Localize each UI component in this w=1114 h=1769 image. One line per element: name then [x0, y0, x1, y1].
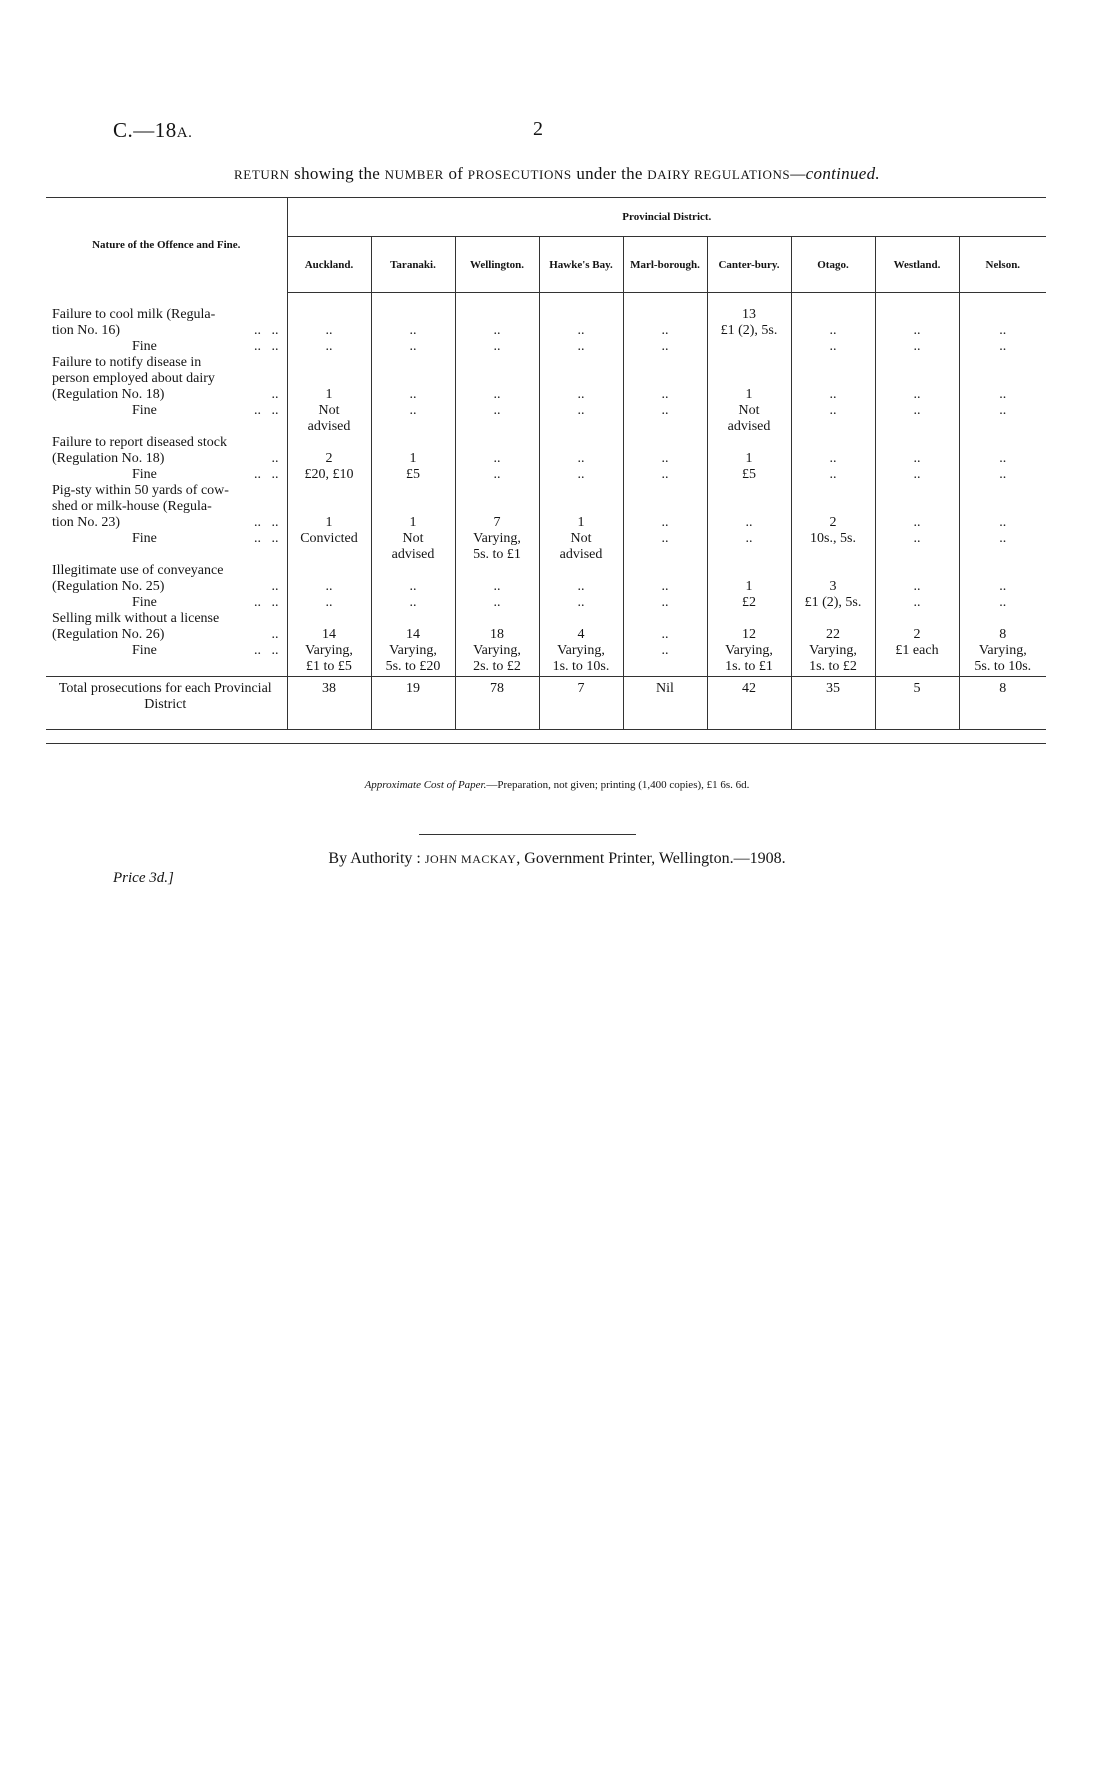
table-cell: ..	[829, 467, 837, 482]
table-cell: ..	[577, 403, 585, 418]
table-cell: ..	[661, 467, 669, 482]
table-cell: ..	[913, 515, 921, 530]
table-cell: 1	[325, 515, 333, 530]
table-cell	[541, 419, 622, 435]
total-cell: 19	[371, 677, 455, 730]
table-cell	[709, 371, 790, 387]
table-cell: Varying,	[305, 643, 353, 658]
table-cell: £5	[406, 467, 420, 482]
district-header: Nelson.	[959, 237, 1046, 293]
offence-line	[52, 643, 279, 659]
table-cell	[373, 307, 454, 323]
total-cell: 35	[791, 677, 875, 730]
table-cell: 1s. to £2	[809, 659, 857, 674]
table-cell: £1 (2), 5s.	[720, 323, 778, 338]
printer-authority: By Authority : JOHN MACKAY, Government Printer, Wellington.—1908.	[328, 850, 786, 867]
table-cell	[457, 499, 538, 515]
district-column	[371, 293, 455, 677]
table-cell: ..	[999, 451, 1007, 466]
table-cell: 4	[577, 627, 585, 642]
table-cell	[457, 419, 538, 435]
table-cell	[961, 307, 1046, 323]
table-cell: ..	[829, 339, 837, 354]
table-cell	[877, 563, 958, 579]
table-cell: 14	[406, 627, 420, 642]
table-cell: ..	[661, 643, 669, 658]
table-cell	[289, 435, 370, 451]
offence-line	[52, 531, 279, 547]
offence-line	[52, 579, 279, 595]
district-header: Hawke's Bay.	[539, 237, 623, 293]
leader-dots: .. ..	[254, 338, 279, 354]
table-cell	[457, 483, 538, 499]
table-cell	[877, 611, 958, 627]
table-cell: Varying,	[725, 643, 773, 658]
offence-line	[52, 515, 279, 531]
table-cell: £1 to £5	[306, 659, 352, 674]
table-cell	[457, 307, 538, 323]
offence-line: Pig-sty within 50 yards of cow-	[52, 482, 229, 498]
table-cell	[289, 371, 370, 387]
district-header: Otago.	[791, 237, 875, 293]
table-cell: ..	[913, 339, 921, 354]
table-cell: 1	[577, 515, 585, 530]
table-cell: ..	[999, 515, 1007, 530]
total-label: Total prosecutions for each Provincial District	[46, 677, 287, 730]
table-cell	[625, 659, 706, 675]
table-cell	[541, 307, 622, 323]
table-cell: ..	[661, 579, 669, 594]
district-header: Taranaki.	[371, 237, 455, 293]
table-cell	[289, 611, 370, 627]
table-cell: ..	[409, 595, 417, 610]
offence-line	[52, 323, 279, 339]
table-cell	[373, 419, 454, 435]
table-cell: Varying,	[978, 643, 1027, 658]
offence-label-text: Fine	[132, 642, 157, 658]
table-cell	[961, 499, 1046, 515]
provincial-district-header: Provincial District.	[287, 198, 1046, 237]
table-cell: 5s. to £1	[473, 547, 521, 562]
table-cell: ..	[913, 531, 921, 546]
table-cell: Varying,	[473, 531, 521, 546]
table-cell: Not	[570, 531, 592, 546]
table-cell: 14	[322, 627, 336, 642]
table-cell: 7	[493, 515, 501, 530]
table-cell	[877, 355, 958, 371]
table-cell	[793, 419, 874, 435]
table-cell: £1 each	[895, 643, 939, 658]
table-cell	[541, 611, 622, 627]
table-cell	[793, 547, 874, 563]
table-cell: ..	[577, 579, 585, 594]
table-cell	[625, 483, 706, 499]
table-cell: 2	[829, 515, 837, 530]
table-cell: advised	[727, 419, 771, 434]
offence-label-text: Fine	[132, 402, 157, 418]
leader-dots: .. ..	[254, 530, 279, 546]
table-cell	[961, 419, 1046, 435]
table-cell: 5s. to 10s.	[974, 659, 1032, 674]
table-cell: £20, £10	[304, 467, 354, 482]
table-cell: ..	[493, 451, 501, 466]
district-column	[539, 293, 623, 677]
table-cell	[373, 483, 454, 499]
table-cell: ..	[661, 403, 669, 418]
table-cell	[877, 659, 958, 675]
district-header: Westland.	[875, 237, 959, 293]
table-cell: ..	[999, 579, 1007, 594]
table-cell	[373, 435, 454, 451]
offence-label-text: tion No. 23)	[52, 514, 121, 530]
leader-dots: ..	[271, 450, 279, 466]
table-cell: 3	[829, 579, 837, 594]
table-cell: ..	[577, 339, 585, 354]
table-cell: Not	[738, 403, 760, 418]
district-column	[623, 293, 707, 677]
total-cell: 7	[539, 677, 623, 730]
table-cell: ..	[999, 595, 1007, 610]
table-cell: 8	[999, 627, 1007, 642]
offence-line: shed or milk-house (Regula-	[52, 498, 212, 514]
table-cell: £1 (2), 5s.	[804, 595, 862, 610]
table-cell	[625, 307, 706, 323]
table-cell: ..	[661, 339, 669, 354]
table-cell	[541, 371, 622, 387]
table-cell: ..	[913, 467, 921, 482]
leader-dots: .. ..	[254, 466, 279, 482]
table-cell: ..	[577, 323, 585, 338]
offence-line	[52, 339, 279, 355]
table-cell: Varying,	[389, 643, 437, 658]
table-cell	[709, 499, 790, 515]
table-cell: 1s. to 10s.	[552, 659, 610, 674]
page-number: 2	[533, 118, 543, 140]
table-cell: ..	[661, 515, 669, 530]
table-cell	[961, 563, 1046, 579]
table-cell: ..	[325, 595, 333, 610]
table-cell: ..	[913, 579, 921, 594]
district-column	[455, 293, 539, 677]
offence-line	[52, 387, 279, 403]
table-cell: 13	[742, 307, 756, 322]
table-cell	[457, 371, 538, 387]
offence-line: person employed about dairy	[52, 370, 215, 386]
offence-label-text: Fine	[132, 338, 157, 354]
table-bottom-rule	[46, 743, 1046, 744]
table-cell: Varying,	[809, 643, 857, 658]
total-cell: 78	[455, 677, 539, 730]
prosecutions-table	[46, 197, 1046, 730]
table-cell	[289, 563, 370, 579]
table-cell: 1	[745, 387, 753, 402]
table-cell: ..	[493, 595, 501, 610]
leader-dots: .. ..	[254, 514, 279, 530]
total-cell: 8	[959, 677, 1046, 730]
district-header: Wellington.	[455, 237, 539, 293]
table-cell	[877, 435, 958, 451]
table-cell: 22	[826, 627, 840, 642]
district-column	[287, 293, 371, 677]
offence-label-text: (Regulation No. 26)	[52, 626, 165, 642]
table-cell	[793, 483, 874, 499]
table-cell: ..	[325, 323, 333, 338]
table-cell	[793, 355, 874, 371]
price: Price 3d.]	[113, 870, 174, 886]
table-cell: 10s., 5s.	[810, 531, 856, 546]
table-cell: 2s. to £2	[473, 659, 521, 674]
table-cell: ..	[409, 323, 417, 338]
offence-line: Failure to cool milk (Regula-	[52, 306, 216, 322]
table-cell: ..	[661, 451, 669, 466]
table-cell	[373, 563, 454, 579]
table-cell: ..	[661, 531, 669, 546]
table-cell	[877, 307, 958, 323]
table-cell: ..	[325, 579, 333, 594]
table-cell	[541, 483, 622, 499]
offence-label-text: (Regulation No. 25)	[52, 578, 165, 594]
leader-dots: .. ..	[254, 642, 279, 658]
table-cell: ..	[493, 339, 501, 354]
table-cell: Not	[402, 531, 424, 546]
table-cell: 1	[745, 579, 753, 594]
table-cell	[289, 307, 370, 323]
table-cell	[625, 499, 706, 515]
table-cell	[625, 435, 706, 451]
table-cell: ..	[913, 323, 921, 338]
offence-label-text: (Regulation No. 18)	[52, 386, 165, 402]
table-cell	[625, 371, 706, 387]
leader-dots: ..	[271, 626, 279, 642]
table-cell: ..	[409, 403, 417, 418]
table-cell	[961, 611, 1046, 627]
table-cell: ..	[577, 595, 585, 610]
table-cell	[793, 499, 874, 515]
offence-line	[52, 403, 279, 419]
table-cell	[373, 371, 454, 387]
table-cell: advised	[307, 419, 351, 434]
table-cell: ..	[913, 595, 921, 610]
table-cell	[457, 435, 538, 451]
table-cell: ..	[493, 323, 501, 338]
table-cell: 18	[490, 627, 504, 642]
table-cell	[373, 499, 454, 515]
table-cell	[877, 547, 958, 563]
page-title: RETURN showing the NUMBER of PROSECUTIONS under the DAIRY REGULATIONS—continued.	[234, 164, 880, 183]
table-cell	[709, 547, 790, 563]
table-cell: ..	[999, 339, 1007, 354]
offence-labels	[46, 293, 287, 677]
offence-line: Failure to report diseased stock	[52, 434, 227, 450]
district-column	[791, 293, 875, 677]
total-cell: 42	[707, 677, 791, 730]
table-cell	[793, 563, 874, 579]
table-cell: Varying,	[557, 643, 605, 658]
table-cell	[793, 371, 874, 387]
totals-row	[46, 677, 1046, 730]
leader-dots: ..	[271, 386, 279, 402]
table-cell	[877, 483, 958, 499]
table-cell: ..	[999, 467, 1007, 482]
table-cell: ..	[409, 579, 417, 594]
table-cell: ..	[829, 451, 837, 466]
table-cell: ..	[913, 451, 921, 466]
table-cell	[961, 371, 1046, 387]
table-cell	[961, 547, 1046, 563]
district-column	[959, 293, 1046, 677]
table-cell	[625, 563, 706, 579]
offence-line: Selling milk without a license	[52, 610, 220, 626]
offence-line: Illegitimate use of conveyance	[52, 562, 224, 578]
table-cell	[709, 355, 790, 371]
total-cell: 5	[875, 677, 959, 730]
leader-dots: .. ..	[254, 322, 279, 338]
district-header: Auckland.	[287, 237, 371, 293]
table-cell: 1	[325, 387, 333, 402]
table-cell	[373, 611, 454, 627]
district-header: Marl-borough.	[623, 237, 707, 293]
table-cell	[709, 339, 790, 355]
offence-label-text: Fine	[132, 466, 157, 482]
table-cell	[877, 499, 958, 515]
table-cell	[961, 483, 1046, 499]
table-cell: ..	[493, 387, 501, 402]
table-cell: 12	[742, 627, 756, 642]
offence-line	[52, 627, 279, 643]
table-cell: 2	[325, 451, 333, 466]
table-cell: 1s. to £1	[725, 659, 773, 674]
table-cell	[541, 435, 622, 451]
table-cell: ..	[661, 387, 669, 402]
table-cell: ..	[577, 387, 585, 402]
table-cell	[793, 611, 874, 627]
table-cell: ..	[829, 323, 837, 338]
table-cell	[709, 611, 790, 627]
divider	[419, 834, 636, 835]
table-cell: ..	[577, 451, 585, 466]
table-cell: ..	[829, 403, 837, 418]
table-cell: £5	[742, 467, 756, 482]
table-cell: 2	[913, 627, 921, 642]
table-cell	[709, 483, 790, 499]
table-cell: ..	[913, 403, 921, 418]
table-cell	[877, 371, 958, 387]
title-return: RETURN	[234, 167, 290, 182]
table-cell	[289, 355, 370, 371]
table-cell: 1	[409, 451, 417, 466]
table-cell: ..	[999, 323, 1007, 338]
table-cell	[457, 611, 538, 627]
table-cell: ..	[409, 387, 417, 402]
table-cell: ..	[745, 531, 753, 546]
table-cell: ..	[999, 403, 1007, 418]
table-cell: ..	[325, 339, 333, 354]
table-cell: ..	[493, 467, 501, 482]
table-cell: ..	[661, 323, 669, 338]
table-cell	[541, 499, 622, 515]
table-cell	[709, 435, 790, 451]
table-cell: 5s. to £20	[385, 659, 441, 674]
table-cell	[541, 355, 622, 371]
offence-line	[52, 451, 279, 467]
table-cell	[793, 307, 874, 323]
table-cell: ..	[999, 531, 1007, 546]
offence-line	[52, 595, 279, 611]
offence-line: Failure to notify disease in	[52, 354, 202, 370]
table-cell	[625, 355, 706, 371]
table-cell	[289, 499, 370, 515]
leader-dots: .. ..	[254, 402, 279, 418]
table-cell	[961, 355, 1046, 371]
offence-label-text: tion No. 16)	[52, 322, 121, 338]
table-cell: 1	[409, 515, 417, 530]
table-cell: ..	[493, 403, 501, 418]
table-cell: ..	[745, 515, 753, 530]
table-cell	[457, 355, 538, 371]
offence-label-text: Fine	[132, 594, 157, 610]
table-cell	[877, 419, 958, 435]
table-cell: ..	[661, 627, 669, 642]
leader-dots: ..	[271, 578, 279, 594]
table-cell: Convicted	[300, 531, 358, 546]
offence-line	[52, 419, 279, 435]
district-column	[707, 293, 791, 677]
table-cell: ..	[999, 387, 1007, 402]
total-cell: Nil	[623, 677, 707, 730]
table-cell	[457, 563, 538, 579]
table-cell: Varying,	[473, 643, 521, 658]
table-cell	[289, 483, 370, 499]
table-cell	[625, 419, 706, 435]
table-cell: advised	[391, 547, 435, 562]
table-cell	[709, 563, 790, 579]
table-cell: ..	[493, 579, 501, 594]
table-cell	[961, 435, 1046, 451]
table-cell: ..	[577, 467, 585, 482]
offence-label-text: Fine	[132, 530, 157, 546]
district-column	[875, 293, 959, 677]
table-cell	[625, 611, 706, 627]
table-cell: ..	[829, 387, 837, 402]
table-cell: Not	[318, 403, 340, 418]
table-cell: ..	[661, 595, 669, 610]
total-cell: 38	[287, 677, 371, 730]
table-cell: ..	[409, 339, 417, 354]
table-cell: ..	[913, 387, 921, 402]
district-header: Canter-bury.	[707, 237, 791, 293]
table-cell	[793, 435, 874, 451]
table-cell	[289, 547, 370, 563]
table-cell: 1	[745, 451, 753, 466]
offences-row	[46, 293, 1046, 677]
table-cell	[373, 355, 454, 371]
offence-line	[52, 547, 279, 563]
table-cell: £2	[742, 595, 756, 610]
table-cell	[625, 547, 706, 563]
document-reference: C.—18A.	[113, 118, 193, 142]
leader-dots: .. ..	[254, 594, 279, 610]
offence-label-text: (Regulation No. 18)	[52, 450, 165, 466]
cost-of-paper: Approximate Cost of Paper.—Preparation, not given; printing (1,400 copies), £1 6s. 6d.	[364, 779, 750, 791]
offence-line	[52, 467, 279, 483]
nature-header: Nature of the Offence and Fine.	[46, 198, 287, 293]
table-cell	[541, 563, 622, 579]
table-cell: advised	[559, 547, 603, 562]
